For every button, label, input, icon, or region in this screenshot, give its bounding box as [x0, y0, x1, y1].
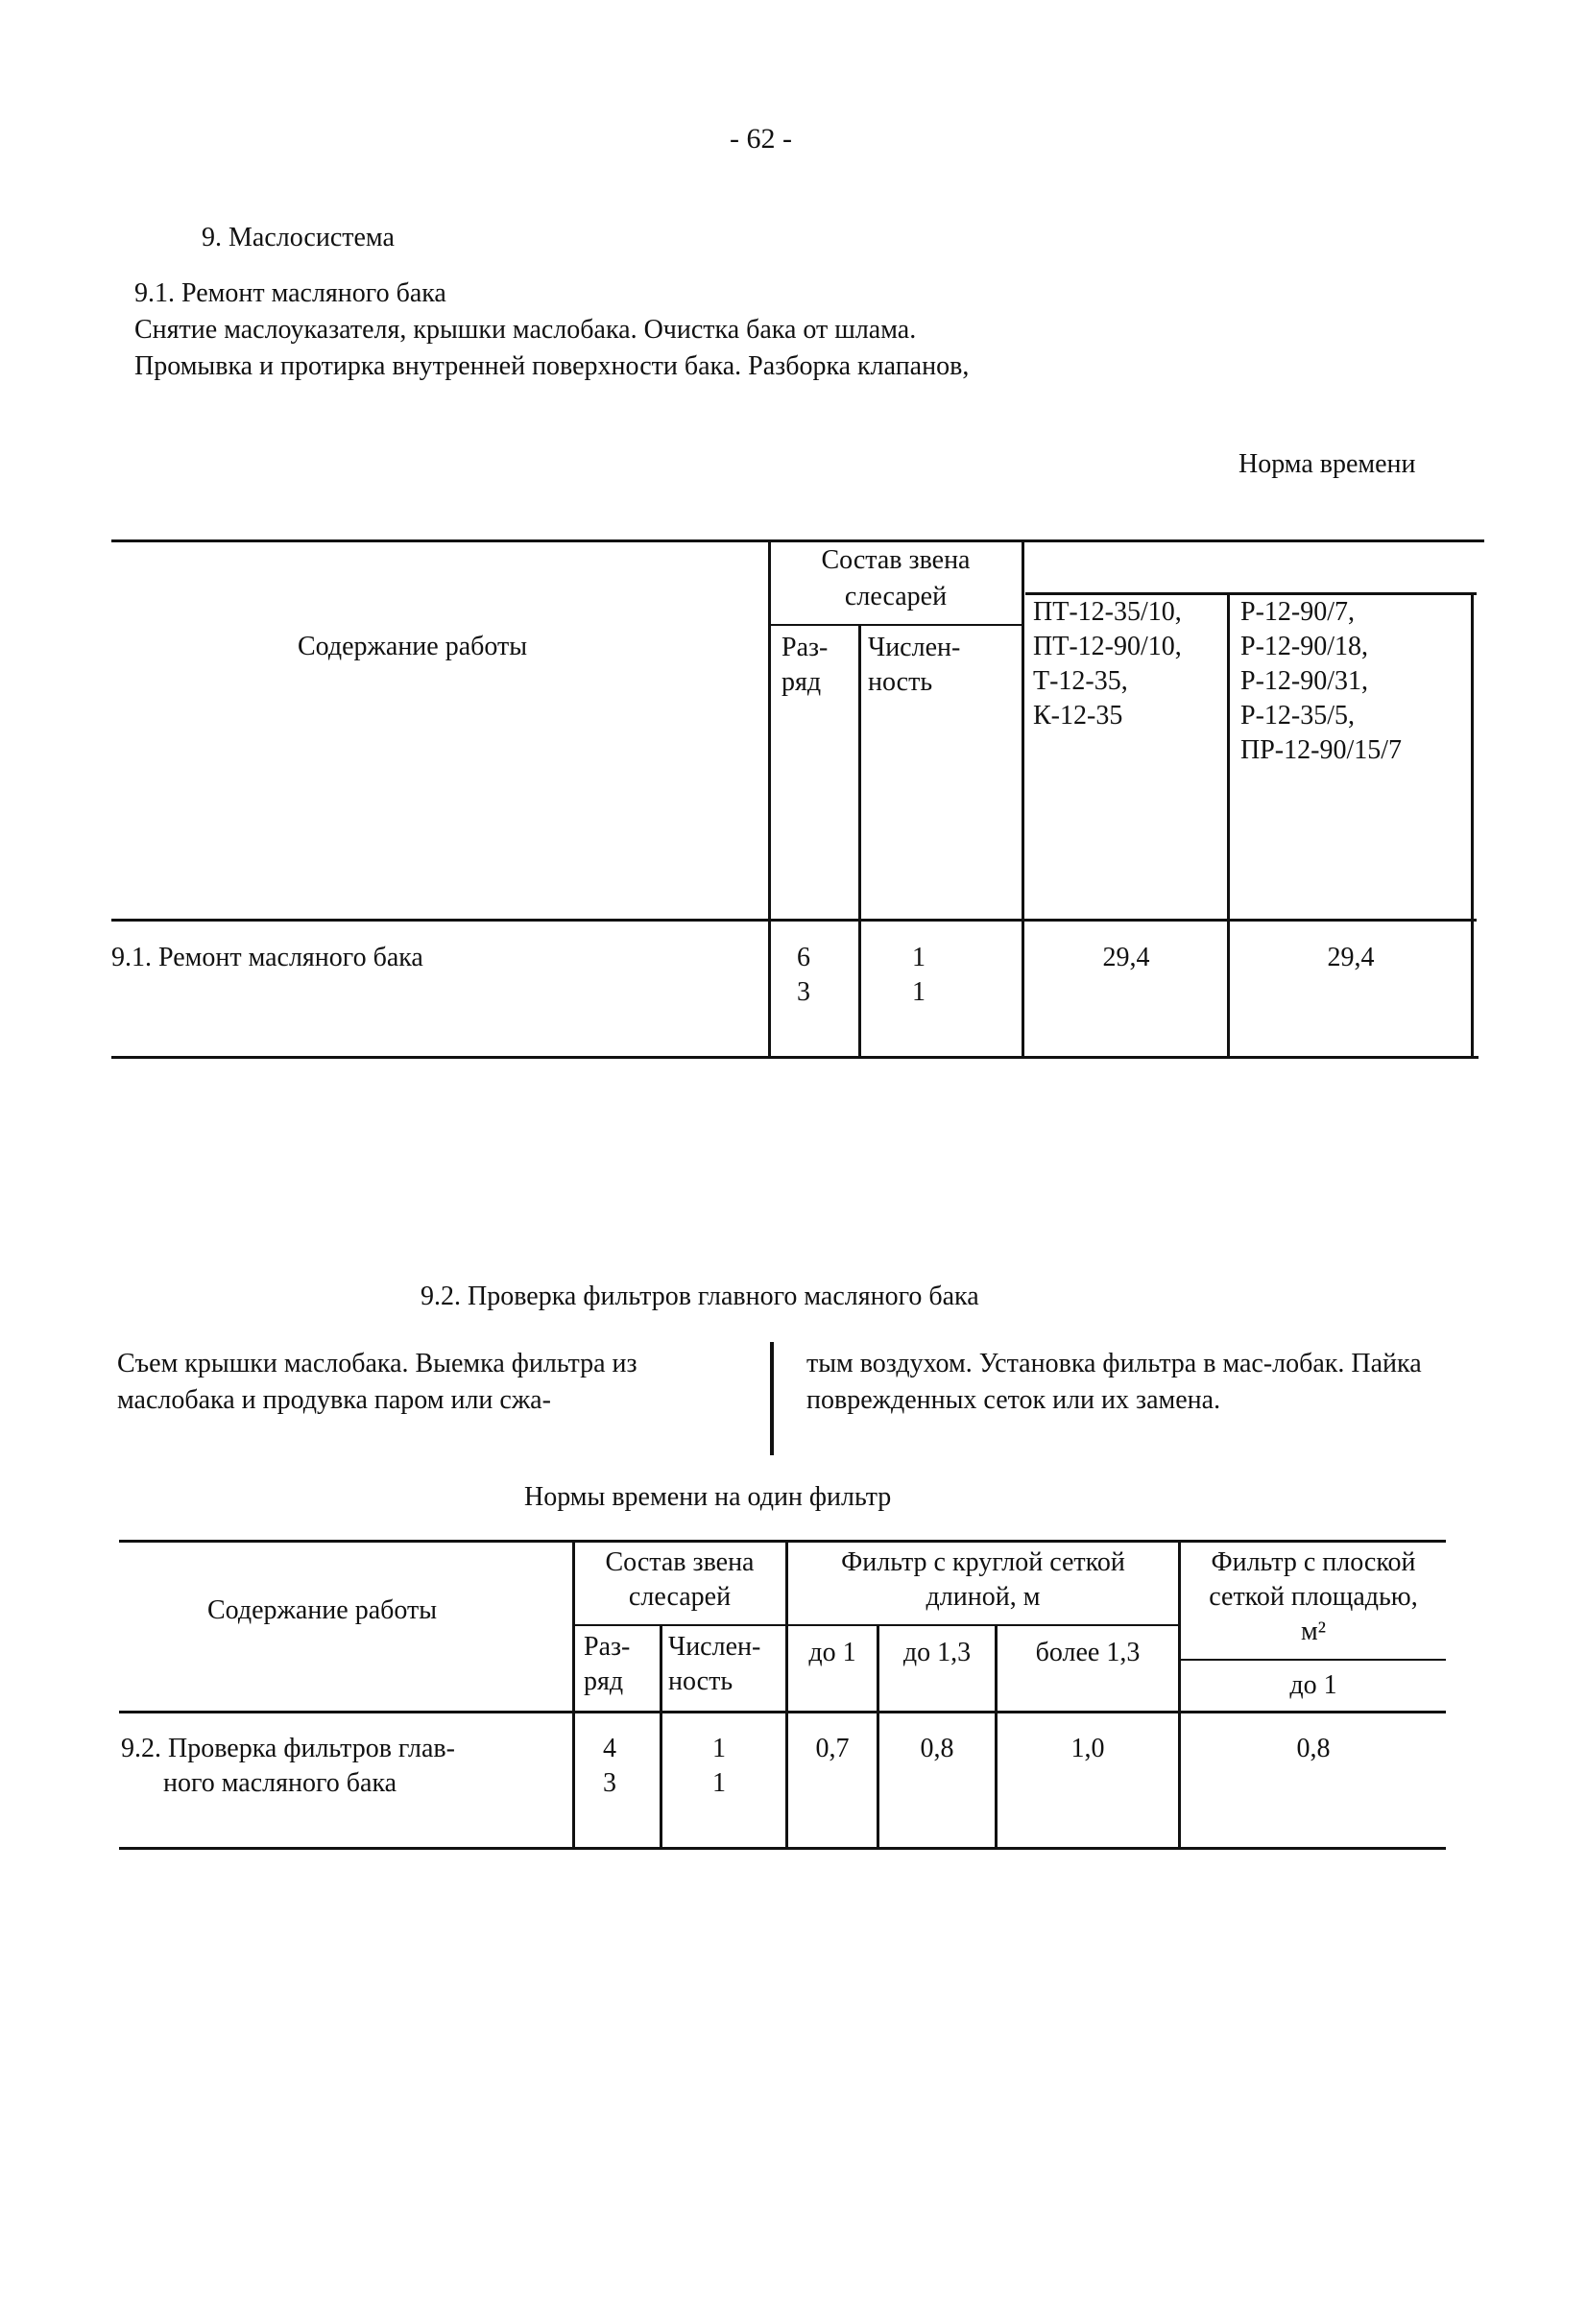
table1-group2-line-2: Р-12-90/18,	[1240, 632, 1368, 661]
table2-row-grade-2: 3	[603, 1768, 616, 1798]
section2-title: 9.2. Проверка фильтров главного масляного бака	[421, 1282, 979, 1311]
table2-header-flat-2: сеткой площадью,	[1209, 1582, 1418, 1612]
table1-group1-line-3: Т-12-35,	[1033, 666, 1128, 696]
table1-row-grade-1: 6	[797, 943, 810, 972]
description-line-1: Снятие маслоуказателя, крышки маслобака. Очистка бака от шлама.	[134, 315, 917, 345]
table2-sub-rule-left	[573, 1624, 1178, 1626]
table2-header-flat-sub: до 1	[1289, 1670, 1337, 1700]
table1-col-line-5	[1471, 592, 1474, 1058]
table1-group1-line-1: ПТ-12-35/10,	[1033, 597, 1182, 627]
table2-sub-rule-right	[1181, 1659, 1446, 1661]
table1-row-value-1: 29,4	[1102, 943, 1150, 972]
table1-group2-line-5: ПР-12-90/15/7	[1240, 735, 1402, 765]
table2-col-line-1	[572, 1540, 575, 1849]
table2-row-value-4: 0,8	[1296, 1734, 1331, 1763]
table1-header-count-1: Числен-	[868, 633, 961, 662]
table1-header-grade-2: ряд	[781, 667, 822, 697]
table2-top-rule	[119, 1540, 1446, 1543]
table2-header-flat-1: Фильтр с плоской	[1211, 1547, 1416, 1577]
table1-crew-rule	[771, 624, 1022, 626]
section2-left-text: Съем крышки маслобака. Выемка фильтра из маслобака и продувка паром или сжа-	[117, 1349, 637, 1415]
table2-row-content-2: ного масляного бака	[163, 1768, 397, 1798]
table2-header-crew-1: Состав звена	[605, 1547, 755, 1577]
subsection-title: 9.1. Ремонт масляного бака	[134, 278, 446, 308]
page-number: - 62 -	[730, 123, 792, 155]
table2-header-round-sub-3: более 1,3	[1035, 1638, 1141, 1667]
section2-column-divider	[770, 1342, 774, 1455]
table2-row-value-2: 0,8	[920, 1734, 954, 1763]
table2-col-line-2	[660, 1624, 662, 1849]
table2-header-round-sub-2: до 1,3	[902, 1638, 972, 1667]
table1-group2-line-3: Р-12-90/31,	[1240, 666, 1368, 696]
table2-header-count-2: ность	[668, 1666, 733, 1696]
table2-header-grade-2: ряд	[584, 1666, 624, 1696]
table2-header-count-1: Числен-	[668, 1632, 761, 1662]
table1-col-line-3	[1022, 539, 1024, 1058]
table2-row-content-1: 9.2. Проверка фильтров глав-	[121, 1734, 455, 1763]
table2-row-grade-1: 4	[603, 1734, 616, 1763]
table2-row-value-3: 1,0	[1070, 1734, 1105, 1763]
table1-row-count-1: 1	[912, 943, 926, 972]
table1-header-crew-1: Состав звена	[821, 545, 971, 575]
table1-header-grade-1: Раз-	[781, 633, 829, 662]
table2-header-grade-1: Раз-	[584, 1632, 631, 1662]
section2-right-text: тым воздухом. Установка фильтра в мас-лобак. Пайка поврежденных сеток или их замена.	[806, 1349, 1422, 1415]
table1-group2-line-4: Р-12-35/5,	[1240, 701, 1355, 731]
table2-header-crew-2: слесарей	[628, 1582, 732, 1612]
table1-col-line-4	[1227, 592, 1230, 1058]
table2-col-line-3	[785, 1540, 788, 1849]
table1-col-line-1	[768, 539, 771, 1058]
table2-header-round-sub-1: до 1	[808, 1638, 856, 1667]
table2-row-count-2: 1	[712, 1768, 726, 1798]
table1-group1-line-2: ПТ-12-90/10,	[1033, 632, 1182, 661]
table2-header-flat-3: м²	[1300, 1617, 1327, 1646]
description-line-2: Промывка и протирка внутренней поверхности бака. Разборка клапанов,	[134, 351, 970, 381]
section-title: 9. Маслосистема	[202, 223, 395, 252]
table1-row-value-2: 29,4	[1327, 943, 1375, 972]
table2-bottom-rule	[119, 1847, 1446, 1850]
table1-header-crew-2: слесарей	[844, 582, 948, 611]
table2-row-value-1: 0,7	[815, 1734, 850, 1763]
table2-header-content: Содержание работы	[207, 1595, 438, 1625]
table1-header-rule	[111, 919, 1477, 922]
table1-bottom-rule	[111, 1056, 1479, 1059]
table2-header-round-1: Фильтр с круглой сеткой	[841, 1547, 1125, 1577]
table1-top-rule	[111, 539, 1484, 542]
table1-row-content: 9.1. Ремонт масляного бака	[111, 943, 423, 972]
table2-caption: Нормы времени на один фильтр	[524, 1482, 892, 1512]
table1-col-line-2	[858, 624, 861, 1058]
table1-row-grade-2: 3	[797, 977, 810, 1007]
table1-caption: Норма времени	[1238, 449, 1416, 479]
table1-row-count-2: 1	[912, 977, 926, 1007]
table2-row-count-1: 1	[712, 1734, 726, 1763]
table1-group2-line-1: Р-12-90/7,	[1240, 597, 1355, 627]
table2-header-round-2: длиной, м	[926, 1582, 1041, 1612]
table2-header-rule	[119, 1711, 1446, 1713]
table1-header-content: Содержание работы	[298, 632, 528, 661]
table2-col-line-5	[995, 1624, 998, 1849]
table1-header-count-2: ность	[868, 667, 933, 697]
table1-group1-line-4: К-12-35	[1033, 701, 1123, 731]
